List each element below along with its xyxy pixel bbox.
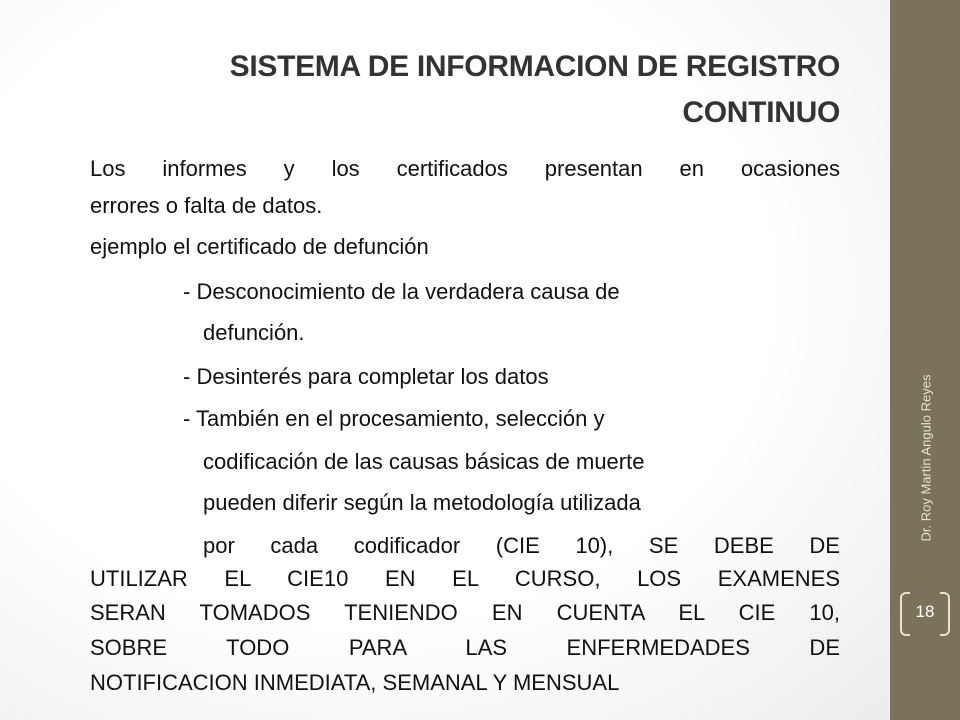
bullet-line: - Desinterés para completar los datos	[183, 364, 549, 389]
bullet-line: defunción.	[203, 320, 305, 345]
slide-title-line-1: SISTEMA DE INFORMACION DE REGISTRO	[229, 50, 840, 83]
page-number-badge	[894, 588, 956, 638]
body-text-line: errores o falta de datos.	[90, 193, 323, 218]
body-text-line: Los informes y los certificados presentan en ocasiones	[90, 156, 840, 181]
bullet-line: pueden diferir según la metodología utilizada	[203, 490, 641, 515]
body-text-line: ejemplo el certificado de defunción	[90, 234, 429, 259]
bullet-line: - También en el procesamiento, selección y	[183, 406, 605, 431]
bullet-line: codificación de las causas básicas de muerte	[203, 449, 645, 474]
body-caps-line: SERAN TOMADOS TENIENDO EN CUENTA EL CIE 10,	[90, 600, 840, 625]
bullet-line: - Desconocimiento de la verdadera causa de	[183, 279, 620, 304]
bullet-line: por cada codificador (CIE 10), SE DEBE DE	[203, 533, 840, 558]
body-caps-line: UTILIZAR EL CIE10 EN EL CURSO, LOS EXAMENES	[90, 566, 840, 591]
author-label: Dr. Roy Martin Angulo Reyes	[918, 374, 934, 542]
slide-title	[100, 44, 840, 136]
body-caps-line: NOTIFICACION INMEDIATA, SEMANAL Y MENSUAL	[90, 670, 620, 695]
slide-title-line-2: CONTINUO	[682, 96, 840, 129]
body-caps-line: SOBRE TODO PARA LAS ENFERMEDADES DE	[90, 635, 840, 660]
page-number: 18	[915, 602, 935, 621]
